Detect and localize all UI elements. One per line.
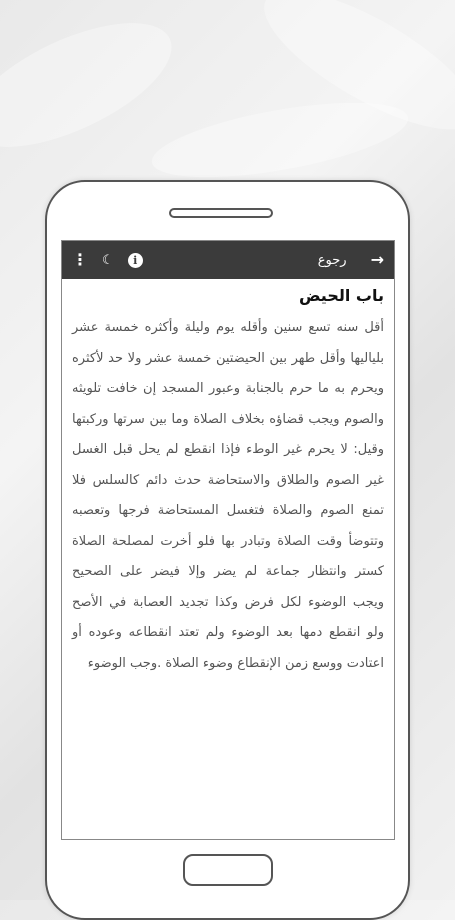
chapter-title: باب الحيض	[298, 286, 384, 305]
phone-speaker	[169, 208, 273, 218]
back-arrow-icon[interactable]: →	[370, 250, 384, 269]
phone-frame	[45, 180, 410, 920]
toolbar-back-group[interactable]	[318, 252, 384, 268]
info-icon[interactable]: i	[128, 253, 143, 268]
home-button[interactable]	[183, 854, 273, 886]
overflow-menu-icon[interactable]: ⋮	[72, 250, 88, 269]
background-leaf	[0, 0, 189, 172]
toolbar-actions	[72, 252, 143, 268]
app-screen	[61, 240, 395, 840]
background-leaf	[147, 88, 413, 192]
toolbar	[62, 241, 394, 279]
chapter-body: أقل سنه تسع سنين وأقله يوم وليلة وأكثره خمسة عشر بلياليها وأقل طهر بين الحيضتين خمسة عشر ولا حد لأكثره ويحرم به ما حرم بالجنابة وعبور المسجد إن خافت تلويثه والصوم ويجب قضاؤه بخلاف الصلاة وما بين سرتها وركبتها وقيل: لا يحرم غير الوطء فإذا انقطع لم يحل قبل الغسل غير الصوم والطلاق والاستحاضة حدث دائم كالسلس فلا تمنع الصوم والصلاة فتغسل المستحاضة فرجها وتعصبه وتتوضأ وقت الصلاة وتبادر بها فلو أخرت لمصلحة الصلاة كستر وانتظار جماعة لم يضر وإلا فيضر على الصحيح ويجب الوضوء لكل فرض وكذا تجديد العصابة في الأصح ولو انقطع دمها بعد الوضوء ولم تعتد انقطاعه وعوده أو اعتادت ووسع زمن الإنقطاع وضوء الصلاة .وجب الوضوء	[72, 320, 384, 671]
back-button-label[interactable]: رجوع	[317, 252, 347, 268]
night-mode-icon[interactable]: ☾	[102, 252, 114, 268]
chapter-content	[62, 279, 394, 679]
